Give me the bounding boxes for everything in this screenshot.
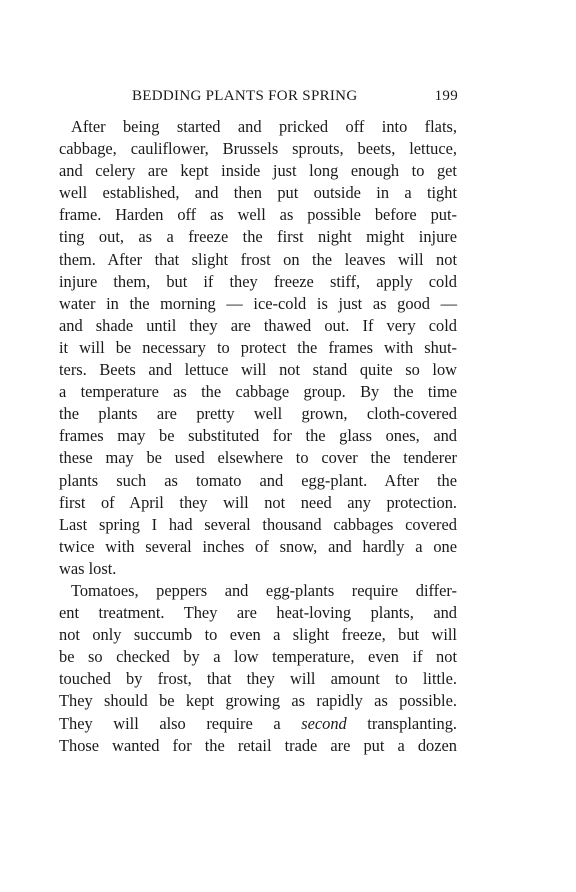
text-line: Last spring I had several thousand cabbages covered bbox=[59, 514, 457, 534]
text-line: water in the morning — ice-cold is just as good — bbox=[59, 293, 457, 313]
text-line: Tomatoes, peppers and egg-plants require differ- bbox=[71, 580, 457, 600]
text-line: Those wanted for the retail trade are put a dozen bbox=[59, 735, 457, 755]
text-line: frame. Harden off as well as possible before put- bbox=[59, 205, 457, 225]
text-line: not only succumb to even a slight freeze, but will bbox=[59, 625, 457, 645]
page-number: 199 bbox=[434, 88, 458, 104]
text-line: the plants are pretty well grown, cloth-covered bbox=[59, 404, 457, 424]
text-line: injure them, but if they freeze stiff, apply cold bbox=[59, 271, 457, 291]
text-line: twice with several inches of snow, and hardly a one bbox=[59, 536, 457, 556]
italic-word: second bbox=[301, 713, 347, 733]
text-line: be so checked by a low temperature, even if not bbox=[59, 647, 457, 667]
text-line: it will be necessary to protect the frames with shut- bbox=[59, 337, 457, 357]
running-title: BEDDING PLANTS FOR SPRING bbox=[132, 88, 358, 104]
text-line-with-italic bbox=[59, 713, 457, 735]
text-line: first of April they will not need any protection. bbox=[59, 492, 457, 512]
text-segment: transplanting. bbox=[346, 713, 457, 733]
body-text bbox=[59, 116, 457, 757]
text-line: these may be used elsewhere to cover the tenderer bbox=[59, 448, 457, 468]
text-line: well established, and then put outside in a tight bbox=[59, 183, 457, 203]
text-line: frames may be substituted for the glass ones, and bbox=[59, 426, 457, 446]
page-header bbox=[60, 88, 458, 110]
text-line: a temperature as the cabbage group. By the time bbox=[59, 382, 457, 402]
text-line: plants such as tomato and egg-plant. After the bbox=[59, 470, 457, 490]
text-line: and shade until they are thawed out. If very cold bbox=[59, 315, 457, 335]
text-line: touched by frost, that they will amount to little. bbox=[59, 669, 457, 689]
text-line: ent treatment. They are heat-loving plants, and bbox=[59, 603, 457, 623]
text-line: cabbage, cauliflower, Brussels sprouts, beets, lettuce, bbox=[59, 139, 457, 159]
text-line: and celery are kept inside just long enough to get bbox=[59, 161, 457, 181]
text-segment: They will also require a bbox=[59, 713, 302, 733]
paragraph-2 bbox=[59, 580, 457, 757]
text-line: After being started and pricked off into flats, bbox=[71, 117, 457, 136]
text-line: ting out, as a freeze the first night might injure bbox=[59, 227, 457, 247]
text-line: was lost. bbox=[59, 558, 117, 578]
text-line: ters. Beets and lettuce will not stand quite so low bbox=[59, 360, 457, 380]
text-line: them. After that slight frost on the leaves will not bbox=[59, 249, 457, 269]
text-line: They should be kept growing as rapidly as possible. bbox=[59, 691, 457, 711]
paragraph-1 bbox=[59, 116, 457, 580]
